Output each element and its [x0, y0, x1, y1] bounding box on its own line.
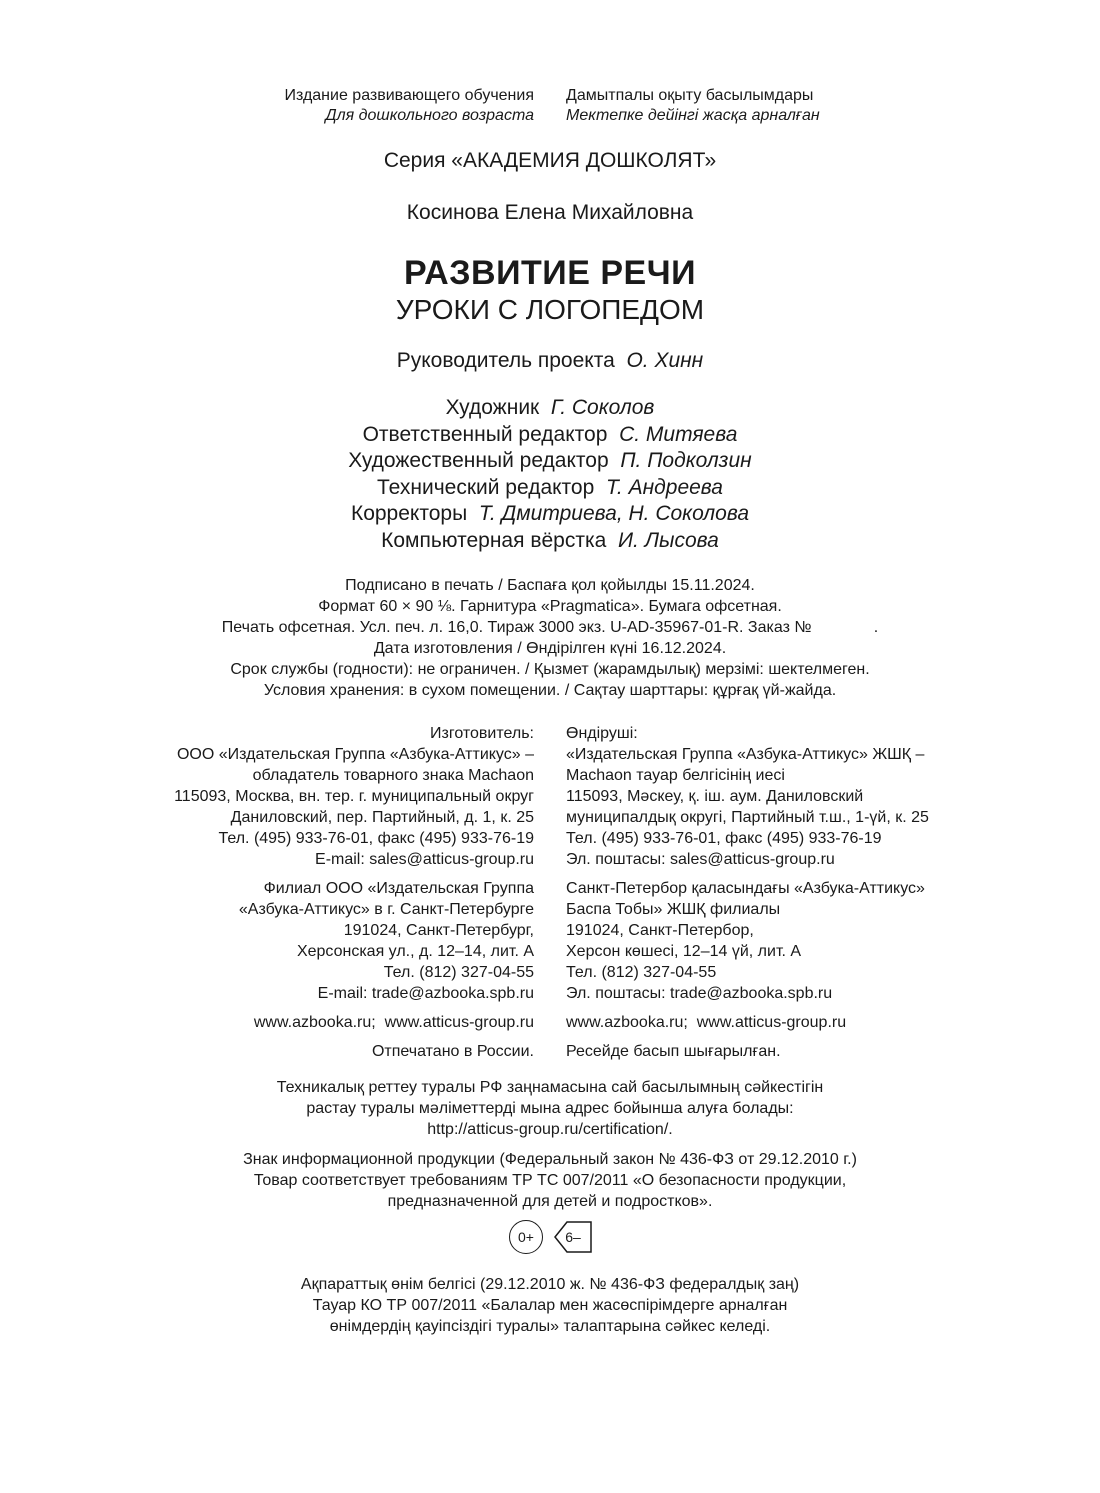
- credit-role: Корректоры: [350, 502, 468, 525]
- info-mark-kz-line: Ақпараттық өнім белгісі (29.12.2010 ж. № 436-ФЗ федералдық заң): [300, 1276, 800, 1293]
- credit-role: Технический редактор: [377, 475, 595, 499]
- printed-kz: [566, 1041, 781, 1062]
- age-badge-diamond: [553, 1220, 593, 1254]
- certification: [0, 1077, 1100, 1140]
- branch-kz-line: Херсон көшесі, 12–14 үй, лит. А: [566, 943, 802, 960]
- websites-ru: [254, 1012, 534, 1033]
- manufacturer-ru-line: Даниловский, пер. Партийный, д. 1, к. 25: [230, 809, 534, 826]
- info-mark-kz-line: Тауар КО ТР 007/2011 «Балалар мен жасөспірімдерге арналған: [312, 1297, 788, 1314]
- branch-kz-line: 191024, Санкт-Петербор,: [566, 922, 754, 939]
- info-mark-ru: [0, 1149, 1100, 1212]
- print-info-line: Формат 60 × 90 ⅛. Гарнитура «Pragmatica». Бумага офсетная.: [318, 598, 782, 615]
- branch-ru-line: Филиал ООО «Издательская Группа: [263, 880, 534, 897]
- branch-kz-line: Баспа Тобы» ЖШҚ филиалы: [566, 901, 781, 918]
- project-lead: [0, 347, 1100, 374]
- branch-ru-line: Тел. (812) 327-04-55: [383, 964, 534, 981]
- branch-kz: [566, 878, 925, 1004]
- credit-role: Ответственный редактор: [362, 422, 608, 446]
- credit-role: Компьютерная вёрстка: [381, 528, 607, 552]
- print-info-line: Срок службы (годности): не ограничен. / Қызмет (жарамдылық) мерзімі: шектелмеген.: [230, 661, 870, 678]
- credit-line: [0, 395, 1100, 422]
- manufacturer-kz-line: «Издательская Группа «Азбука-Аттикус» ЖШҚ –: [566, 746, 925, 763]
- info-mark-ru-line: предназначенной для детей и подростков».: [387, 1193, 713, 1210]
- info-mark-ru-line: Товар соответствует требованиям ТР ТС 007/2011 «О безопасности продукции,: [253, 1172, 847, 1189]
- credit-role: Художник: [445, 396, 540, 419]
- certification-url: http://atticus-group.ru/certification/.: [427, 1121, 673, 1138]
- manufacturer-ru-line: Изготовитель:: [430, 725, 534, 742]
- branch-ru-line: «Азбука-Аттикус» в г. Санкт-Петербурге: [238, 901, 534, 918]
- project-lead-role: Руководитель проекта: [396, 349, 615, 372]
- info-mark-ru-line: Знак информационной продукции (Федеральный закон № 436-ФЗ от 29.12.2010 г.): [243, 1151, 857, 1168]
- print-info-line: Дата изготовления / Өндірілген күні 16.12.2024.: [373, 640, 727, 657]
- manufacturer-kz-line: Тел. (495) 933-76-01, факс (495) 933-76-19: [566, 830, 882, 847]
- credit-name: Г. Соколов: [550, 396, 655, 419]
- credit-name: Т. Дмитриева, Н. Соколова: [478, 502, 750, 525]
- credit-line: [0, 501, 1100, 528]
- header-left: [284, 86, 534, 126]
- header-left-line2: Для дошкольного возраста: [325, 107, 534, 124]
- branch-kz-line: Санкт-Петербор қаласындағы «Азбука-Аттикус»: [566, 880, 925, 897]
- manufacturer-ru-line: Тел. (495) 933-76-01, факс (495) 933-76-19: [218, 830, 534, 847]
- manufacturer-ru-line: обладатель товарного знака Machaon: [252, 767, 534, 784]
- manufacturer-ru-line: ООО «Издательская Группа «Азбука-Аттикус» –: [176, 746, 534, 763]
- age-badges: [509, 1220, 599, 1260]
- series-line: Серия «АКАДЕМИЯ ДОШКОЛЯТ»: [383, 149, 717, 172]
- manufacturer-kz-line: 115093, Мәскеу, қ. іш. аум. Даниловский: [566, 788, 864, 805]
- credit-name: С. Митяева: [619, 422, 738, 446]
- branch-ru-email: E-mail: trade@azbooka.spb.ru: [317, 985, 534, 1002]
- manufacturer-ru-email: E-mail: sales@atticus-group.ru: [315, 851, 534, 868]
- header-right-line2: Мектепке дейінгі жасқа арналған: [566, 107, 820, 124]
- branch-ru: [239, 878, 534, 1004]
- manufacturer-kz: [566, 723, 929, 870]
- header-right: [566, 86, 820, 126]
- manufacturer-kz-email: Эл. поштасы: sales@atticus-group.ru: [566, 851, 835, 868]
- credit-name: Т. Андреева: [605, 475, 723, 499]
- manufacturer-kz-line: муниципалдық округі, Партийный т.ш., 1-үй, к. 25: [566, 809, 929, 826]
- branch-ru-line: Херсонская ул., д. 12–14, лит. А: [296, 943, 534, 960]
- info-mark-kz: [0, 1274, 1100, 1337]
- websites-kz-line: www.azbooka.ru; www.atticus-group.ru: [566, 1014, 847, 1031]
- credit-line: [0, 448, 1100, 475]
- branch-kz-email: Эл. поштасы: trade@azbooka.spb.ru: [566, 985, 833, 1002]
- age-badge-diamond-label: 6–: [565, 1229, 581, 1245]
- credit-name: И. Лысова: [617, 528, 719, 552]
- credit-line: [0, 475, 1100, 502]
- manufacturer-ru-line: 115093, Москва, вн. тер. г. муниципальный округ: [174, 788, 534, 805]
- certification-line: растау туралы мәліметтерді мына адрес бойынша алуға болады:: [306, 1100, 794, 1117]
- header-right-line1: Дамытпалы оқыту басылымдары: [566, 87, 814, 104]
- project-lead-name: О. Хинн: [626, 349, 704, 372]
- author-name: Косинова Елена Михайловна: [406, 201, 694, 224]
- manufacturer-kz-line: Өндіруші:: [566, 725, 638, 742]
- manufacturer-ru: [174, 723, 534, 870]
- book-title: РАЗВИТИЕ РЕЧИ: [403, 254, 697, 292]
- websites-ru-line: www.azbooka.ru; www.atticus-group.ru: [253, 1014, 534, 1031]
- printed-ru-line: Отпечатано в России.: [371, 1043, 534, 1060]
- certification-line: Техникалық реттеу туралы РФ заңнамасына сай басылымның сәйкестігін: [276, 1079, 824, 1096]
- print-info-line: Условия хранения: в сухом помещении. / Сақтау шарттары: құрғақ үй-жайда.: [263, 682, 837, 699]
- branch-ru-line: 191024, Санкт-Петербург,: [343, 922, 534, 939]
- header-left-line1: Издание развивающего обучения: [284, 87, 534, 104]
- print-info: [0, 575, 1100, 701]
- websites-kz: [566, 1012, 846, 1033]
- branch-kz-line: Тел. (812) 327-04-55: [566, 964, 717, 981]
- credit-name: П. Подколзин: [620, 449, 752, 472]
- age-badge-circle: 0+: [509, 1220, 543, 1254]
- print-info-line: Подписано в печать / Баспаға қол қойылды 15.11.2024.: [345, 577, 755, 594]
- printed-kz-line: Ресейде басып шығарылған.: [566, 1043, 781, 1060]
- info-mark-kz-line: өнімдердің қауіпсіздігі туралы» талаптарына сәйкес келеді.: [329, 1318, 771, 1335]
- credit-line: [0, 422, 1100, 449]
- printed-ru: [372, 1041, 534, 1062]
- manufacturer-kz-line: Machaon тауар белгісінің иесі: [566, 767, 785, 784]
- book-subtitle: УРОКИ С ЛОГОПЕДОМ: [395, 294, 705, 325]
- credits-block: [0, 395, 1100, 554]
- credit-line: [0, 528, 1100, 555]
- print-info-line: Печать офсетная. Усл. печ. л. 16,0. Тираж 3000 экз. U-AD-35967-01-R. Заказ № .: [221, 619, 879, 636]
- credit-role: Художественный редактор: [348, 449, 609, 472]
